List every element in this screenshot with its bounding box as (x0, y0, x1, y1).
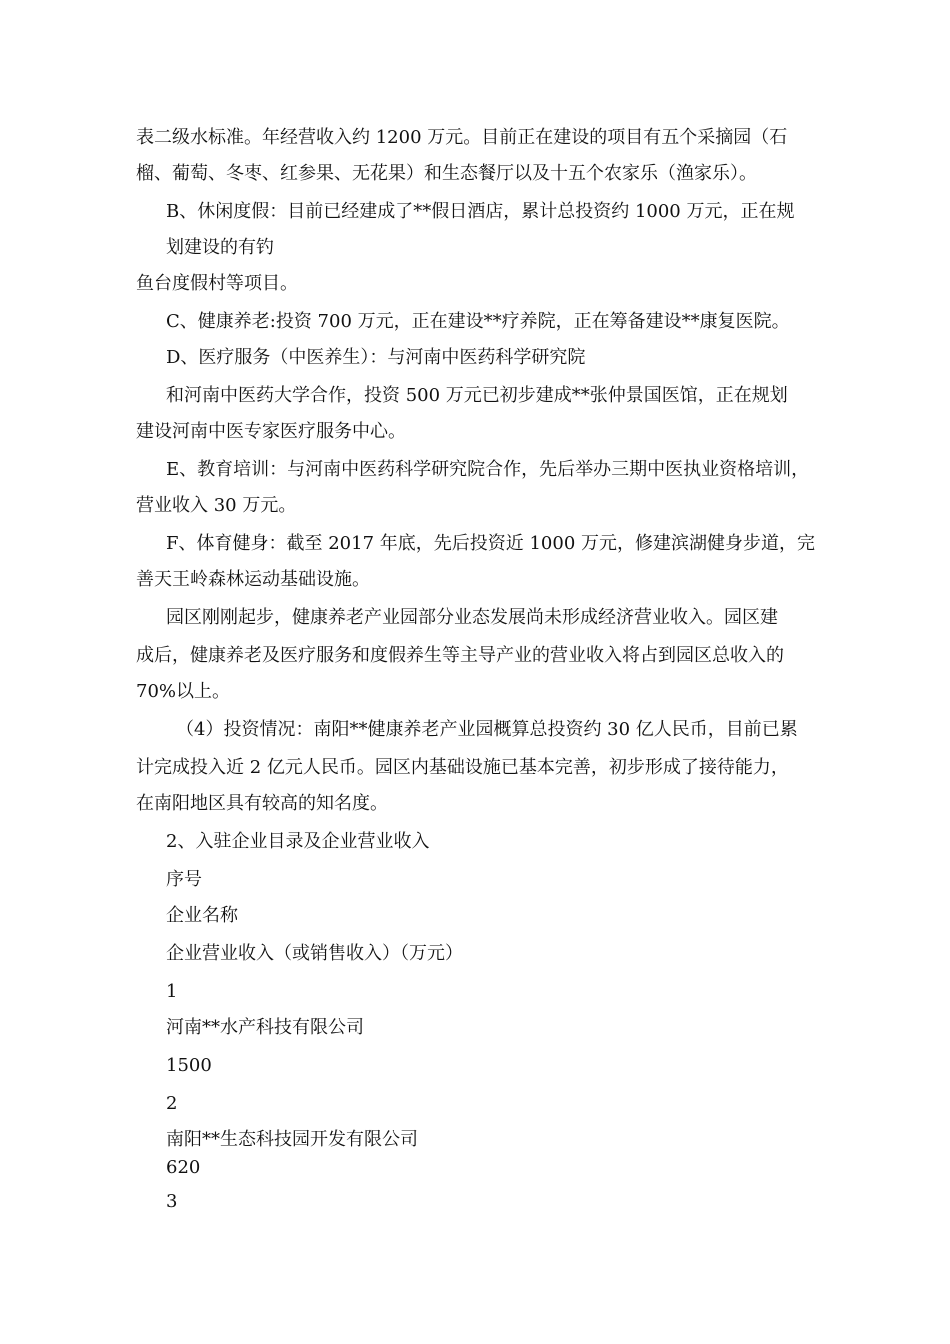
text-line: 和河南中医药大学合作，投资 500 万元已初步建成**张仲景国医馆，正在规划 (166, 385, 788, 406)
text-line: E、教育培训：与河南中医药科学研究院合作，先后举办三期中医执业资格培训， (166, 459, 810, 480)
text-line: 划建设的有钓 (166, 237, 274, 258)
text-line: D、医疗服务（中医养生）：与河南中医药科学研究院 (166, 347, 586, 368)
text-line: 620 (166, 1157, 201, 1178)
text-line: 1 (166, 981, 178, 1002)
text-line: 1500 (166, 1055, 212, 1076)
text-line: B、休闲度假：目前已经建成了**假日酒店，累计总投资约 1000 万元，正在规 (166, 201, 795, 222)
text-line: 2、入驻企业目录及企业营业收入 (166, 831, 430, 852)
text-line: 在南阳地区具有较高的知名度。 (136, 793, 388, 814)
text-line: 表二级水标准。年经营收入约 1200 万元。目前正在建设的项目有五个采摘园（石 (136, 127, 788, 148)
text-line: C、健康养老:投资 700 万元，正在建设**疗养院，正在筹备建设**康复医院。 (166, 311, 790, 332)
text-line: （4）投资情况：南阳**健康养老产业园概算总投资约 30 亿人民币，目前已累 (176, 719, 798, 740)
text-line: 企业名称 (166, 905, 238, 926)
text-line: 2 (166, 1093, 178, 1114)
text-line: 70%以上。 (136, 681, 231, 702)
text-line: 善天王岭森林运动基础设施。 (136, 569, 370, 590)
text-line: 建设河南中医专家医疗服务中心。 (136, 421, 406, 442)
text-line: 鱼台度假村等项目。 (136, 273, 298, 294)
text-line: 企业营业收入（或销售收入）（万元） (166, 943, 463, 964)
text-line: 榴、葡萄、冬枣、红参果、无花果）和生态餐厅以及十五个农家乐（渔家乐）。 (136, 163, 757, 184)
text-line: 园区刚刚起步，健康养老产业园部分业态发展尚未形成经济营业收入。园区建 (166, 607, 778, 628)
text-line: 3 (166, 1191, 178, 1212)
text-line: 南阳**生态科技园开发有限公司 (166, 1129, 418, 1150)
text-line: 河南**水产科技有限公司 (166, 1017, 364, 1038)
text-line: F、体育健身：截至 2017 年底，先后投资近 1000 万元，修建滨湖健身步道，完 (166, 533, 815, 554)
text-line: 营业收入 30 万元。 (136, 495, 297, 516)
text-line: 计完成投入近 2 亿元人民币。园区内基础设施已基本完善，初步形成了接待能力， (136, 757, 789, 778)
text-line: 序号 (166, 869, 202, 890)
text-line: 成后，健康养老及医疗服务和度假养生等主导产业的营业收入将占到园区总收入的 (136, 645, 784, 666)
